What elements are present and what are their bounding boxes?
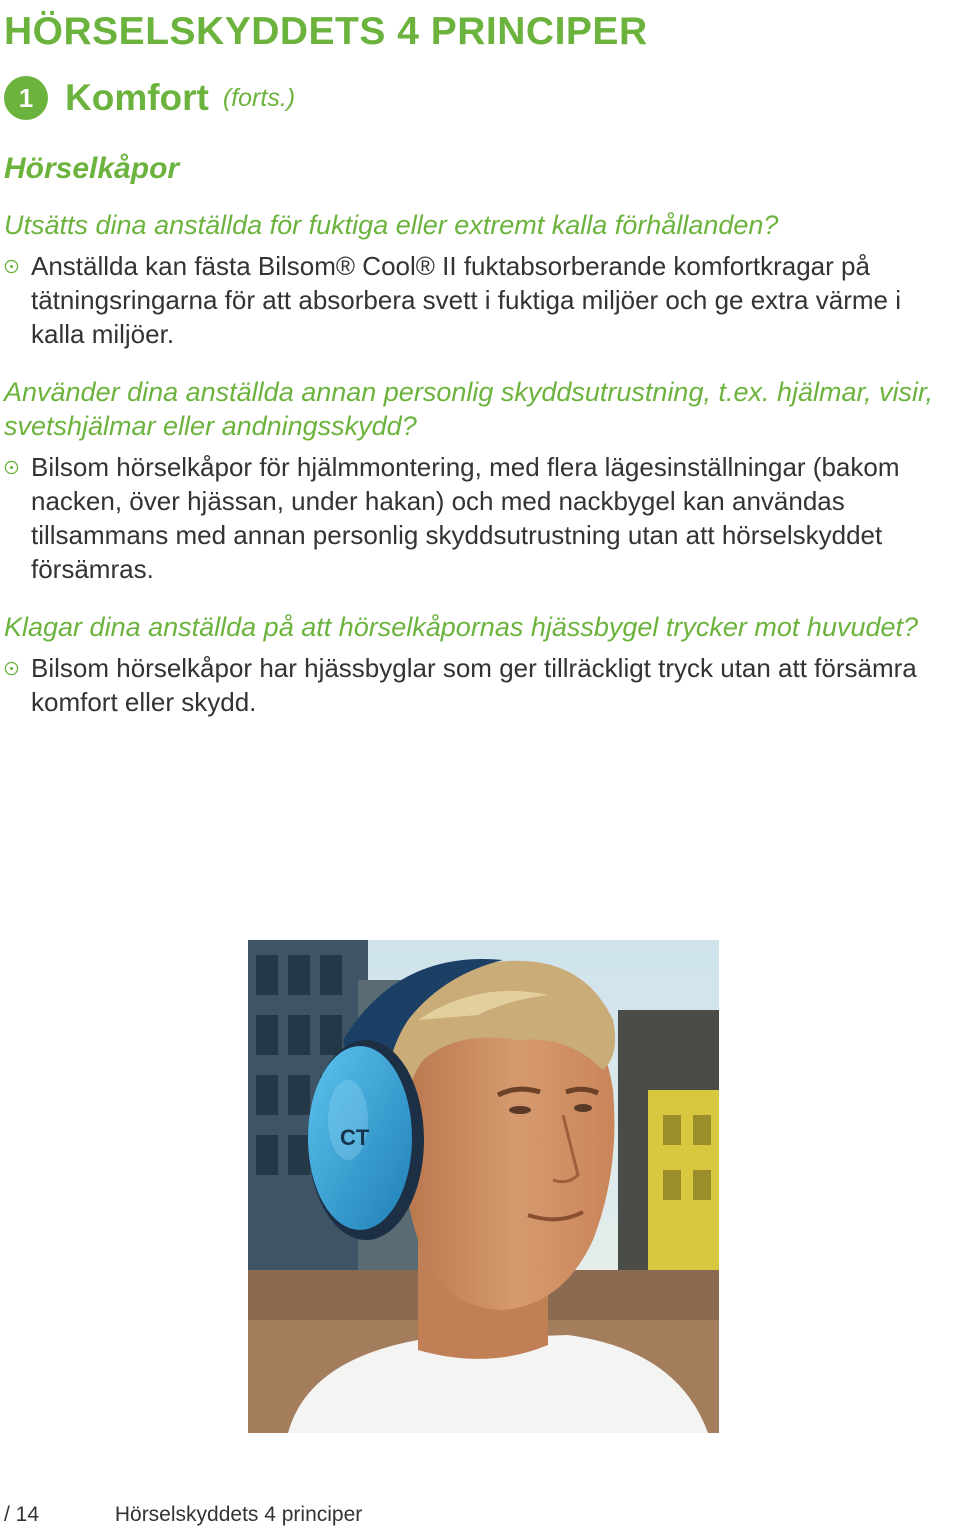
answer-1-text: Anställda kan fästa Bilsom® Cool® II fuktabsorberande komfortkragar på tätningsringarna för att absorbera svett i fuktiga miljöer och ge extra värme i kalla miljöer.: [31, 251, 901, 349]
answer-1: [4, 249, 956, 351]
circle-dot-icon: [4, 661, 19, 676]
subheading: Hörselkåpor: [4, 152, 180, 185]
photo-man-wearing-earmuffs: [248, 940, 719, 1433]
section-continued-label: (forts.): [222, 83, 296, 112]
footer-title: Hörselskyddets 4 principer: [114, 1503, 363, 1526]
earmuff-label: CT: [340, 1125, 370, 1150]
qa-block-3: [4, 610, 956, 719]
qa-block-2: [4, 375, 956, 586]
footer-page-number: / 14: [4, 1503, 40, 1526]
circle-dot-icon: [4, 460, 19, 475]
section-title: Komfort: [65, 77, 209, 118]
page-footer: [4, 1503, 362, 1527]
answer-2-text: Bilsom hörselkåpor för hjälmmontering, med flera lägesinställningar (bakom nacken, över hjässan, under hakan) och med nackbygel kan användas tillsammans med annan personlig skyddsutrustning utan att hörselskyddet försämras.: [31, 452, 900, 584]
section-heading: [4, 76, 295, 120]
question-2: Använder dina anställda annan personlig skyddsutrustning, t.ex. hjälmar, visir, svetshjälmar eller andningsskydd?: [4, 377, 934, 441]
circle-dot-icon: [4, 259, 19, 274]
answer-2: [4, 450, 956, 586]
page-title: HÖRSELSKYDDETS 4 PRINCIPER: [4, 10, 648, 53]
qa-block-1: [4, 208, 956, 351]
answer-3: [4, 651, 956, 719]
answer-3-text: Bilsom hörselkåpor har hjässbyglar som ger tillräckligt tryck utan att försämra komfort eller skydd.: [31, 653, 917, 717]
section-number-badge: 1: [4, 76, 48, 120]
question-1: Utsätts dina anställda för fuktiga eller extremt kalla förhållanden?: [4, 210, 779, 240]
question-3: Klagar dina anställda på att hörselkåpornas hjässbygel trycker mot huvudet?: [4, 612, 919, 642]
